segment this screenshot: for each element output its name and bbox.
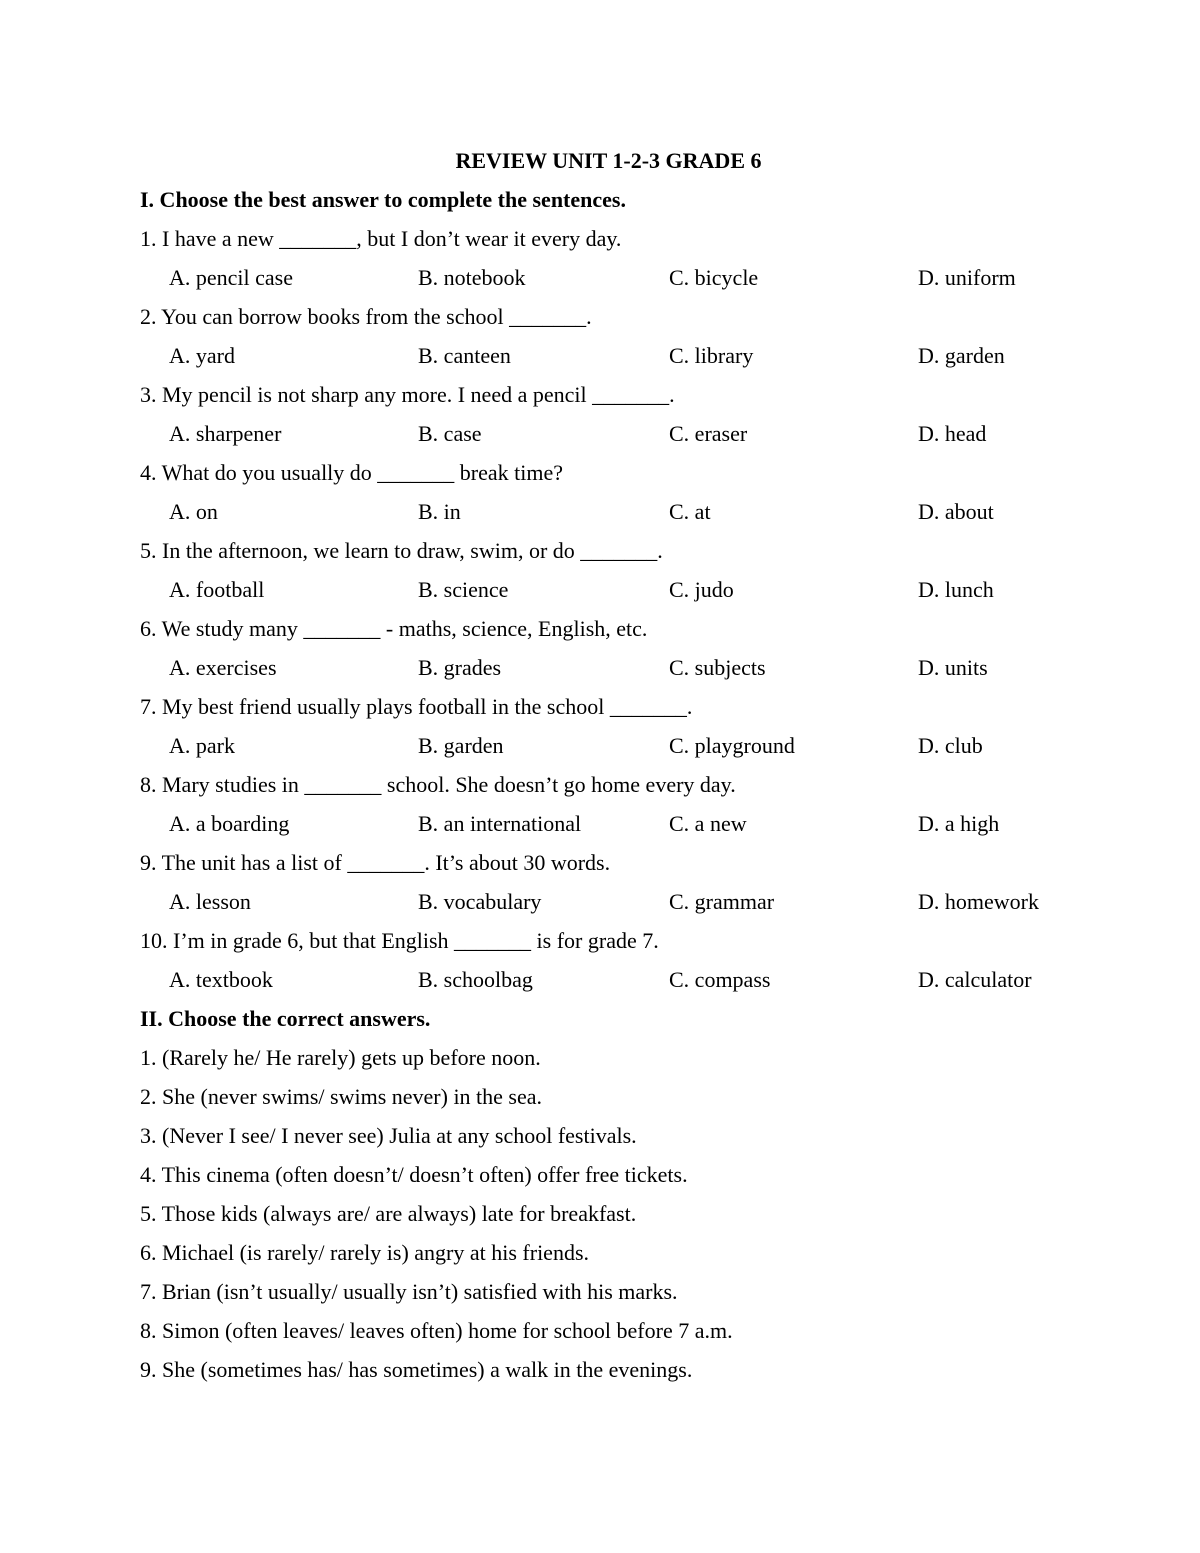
- question-4-option-c: C. at: [669, 499, 711, 524]
- question-7-option-d: D. club: [918, 733, 983, 758]
- question-5-option-a: A. football: [169, 577, 265, 602]
- section-2-item-3: 3. (Never I see/ I never see) Julia at any school festivals.: [140, 1123, 637, 1148]
- question-7: 7. My best friend usually plays football in the school _______.: [140, 694, 693, 719]
- question-10-option-a: A. textbook: [169, 967, 273, 992]
- question-3-option-d: D. head: [918, 421, 987, 446]
- question-9-option-d: D. homework: [918, 889, 1039, 914]
- question-2-option-b: B. canteen: [418, 343, 511, 368]
- question-3-option-b: B. case: [418, 421, 482, 446]
- question-8-option-b: B. an international: [418, 811, 582, 836]
- question-2-option-c: C. library: [669, 343, 754, 368]
- question-9-option-a: A. lesson: [169, 889, 251, 914]
- section-2-item-5: 5. Those kids (always are/ are always) late for breakfast.: [140, 1201, 637, 1226]
- question-5-option-d: D. lunch: [918, 577, 994, 602]
- question-4-option-d: D. about: [918, 499, 994, 524]
- question-2-option-a: A. yard: [169, 343, 235, 368]
- question-7-option-b: B. garden: [418, 733, 504, 758]
- question-6: 6. We study many _______ - maths, science, English, etc.: [140, 616, 648, 641]
- section-2-item-8: 8. Simon (often leaves/ leaves often) home for school before 7 a.m.: [140, 1318, 733, 1343]
- question-6-option-b: B. grades: [418, 655, 502, 680]
- question-1-option-d: D. uniform: [918, 265, 1016, 290]
- question-6-option-a: A. exercises: [169, 655, 277, 680]
- question-9-option-c: C. grammar: [669, 889, 775, 914]
- question-8-option-a: A. a boarding: [169, 811, 290, 836]
- question-10: 10. I’m in grade 6, but that English _______ is for grade 7.: [140, 928, 659, 953]
- question-3-option-c: C. eraser: [669, 421, 748, 446]
- question-5-option-b: B. science: [418, 577, 509, 602]
- question-4: 4. What do you usually do _______ break time?: [140, 460, 564, 485]
- question-4-option-b: B. in: [418, 499, 461, 524]
- section-2-heading: II. Choose the correct answers.: [140, 1006, 431, 1031]
- question-9-option-b: B. vocabulary: [418, 889, 542, 914]
- section-2-item-9: 9. She (sometimes has/ has sometimes) a walk in the evenings.: [140, 1357, 693, 1382]
- page-title: REVIEW UNIT 1-2-3 GRADE 6: [455, 148, 762, 173]
- question-2: 2. You can borrow books from the school _______.: [140, 304, 592, 329]
- question-5-option-c: C. judo: [669, 577, 734, 602]
- question-9: 9. The unit has a list of _______. It’s about 30 words.: [140, 850, 611, 875]
- question-5: 5. In the afternoon, we learn to draw, swim, or do _______.: [140, 538, 663, 563]
- question-8-option-d: D. a high: [918, 811, 1000, 836]
- question-1-option-c: C. bicycle: [669, 265, 759, 290]
- question-7-option-c: C. playground: [669, 733, 795, 758]
- question-6-option-d: D. units: [918, 655, 988, 680]
- question-3-option-a: A. sharpener: [169, 421, 282, 446]
- section-2-item-2: 2. She (never swims/ swims never) in the sea.: [140, 1084, 543, 1109]
- question-7-option-a: A. park: [169, 733, 235, 758]
- question-3: 3. My pencil is not sharp any more. I need a pencil _______.: [140, 382, 675, 407]
- section-2-item-1: 1. (Rarely he/ He rarely) gets up before noon.: [140, 1045, 541, 1070]
- section-2-item-7: 7. Brian (isn’t usually/ usually isn’t) satisfied with his marks.: [140, 1279, 678, 1304]
- question-10-option-b: B. schoolbag: [418, 967, 533, 992]
- question-6-option-c: C. subjects: [669, 655, 766, 680]
- question-8-option-c: C. a new: [669, 811, 747, 836]
- section-2-item-6: 6. Michael (is rarely/ rarely is) angry at his friends.: [140, 1240, 590, 1265]
- section-2-item-4: 4. This cinema (often doesn’t/ doesn’t often) offer free tickets.: [140, 1162, 688, 1187]
- section-1-heading: I. Choose the best answer to complete the sentences.: [140, 187, 626, 212]
- question-10-option-c: C. compass: [669, 967, 771, 992]
- question-1: 1. I have a new _______, but I don’t wear it every day.: [140, 226, 622, 251]
- question-4-option-a: A. on: [169, 499, 218, 524]
- question-2-option-d: D. garden: [918, 343, 1005, 368]
- question-1-option-b: B. notebook: [418, 265, 526, 290]
- question-8: 8. Mary studies in _______ school. She doesn’t go home every day.: [140, 772, 736, 797]
- question-10-option-d: D. calculator: [918, 967, 1032, 992]
- question-1-option-a: A. pencil case: [169, 265, 293, 290]
